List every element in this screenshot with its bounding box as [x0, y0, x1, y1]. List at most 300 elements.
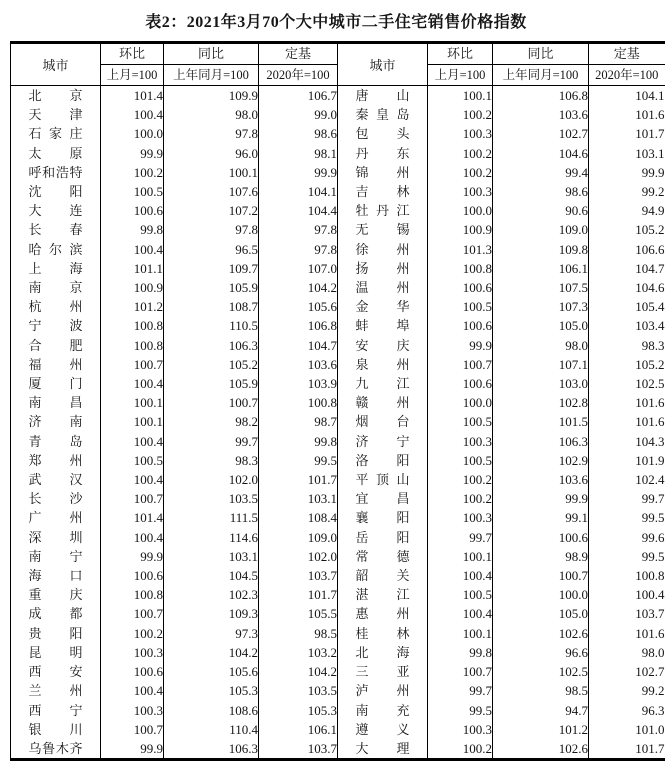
- city-cell-left: [11, 355, 101, 374]
- mom-value-cell-right: 100.4: [428, 604, 493, 623]
- yoy-value-cell-right: 98.5: [493, 681, 589, 700]
- city-cell-left: [11, 432, 101, 451]
- city-cell-left: [11, 374, 101, 393]
- yoy-value-cell-right: 106.1: [493, 259, 589, 278]
- city-name: 襄阳: [355, 510, 410, 526]
- city-name: 北京: [28, 88, 83, 103]
- base-value-cell-right: 101.6: [589, 393, 665, 412]
- mom-value-cell-left: 100.4: [101, 240, 164, 259]
- city-name: 长沙: [28, 491, 83, 507]
- mom-value-cell-left: 100.1: [101, 393, 164, 412]
- city-cell-right: [338, 86, 428, 106]
- yoy-value-cell-right: 99.9: [493, 489, 589, 508]
- city-cell-right: [338, 528, 428, 547]
- city-name: 西安: [28, 664, 83, 680]
- yoy-value-cell-left: 109.9: [164, 86, 259, 106]
- base-value-cell-left: 104.2: [259, 278, 338, 297]
- table-row: [11, 316, 665, 335]
- city-name: 牡丹江: [355, 203, 410, 219]
- yoy-value-cell-right: 100.0: [493, 585, 589, 604]
- yoy-value-cell-left: 106.3: [164, 739, 259, 760]
- city-cell-left: [11, 701, 101, 720]
- table-row: [11, 662, 665, 681]
- mom-value-cell-left: 100.0: [101, 124, 164, 143]
- yoy-value-cell-left: 107.6: [164, 182, 259, 201]
- base-value-cell-left: 99.0: [259, 105, 338, 124]
- city-name: 杭州: [28, 299, 83, 315]
- header-yoy-right: 同比: [493, 43, 589, 65]
- base-value-cell-right: 98.3: [589, 336, 665, 355]
- city-cell-left: [11, 278, 101, 297]
- base-value-cell-right: 101.6: [589, 105, 665, 124]
- table-row: [11, 393, 665, 412]
- yoy-value-cell-left: 98.2: [164, 412, 259, 431]
- table-row: [11, 643, 665, 662]
- yoy-value-cell-right: 94.7: [493, 701, 589, 720]
- base-value-cell-right: 101.6: [589, 624, 665, 643]
- city-cell-left: [11, 681, 101, 700]
- mom-value-cell-left: 99.9: [101, 739, 164, 760]
- base-value-cell-left: 108.4: [259, 508, 338, 527]
- yoy-value-cell-right: 107.5: [493, 278, 589, 297]
- city-cell-left: [11, 393, 101, 412]
- city-name: 南充: [355, 702, 410, 718]
- city-cell-right: [338, 624, 428, 643]
- table-row: [11, 259, 665, 278]
- mom-value-cell-left: 100.4: [101, 374, 164, 393]
- city-cell-right: [338, 374, 428, 393]
- base-value-cell-left: 103.7: [259, 739, 338, 760]
- city-name: 三亚: [355, 664, 410, 680]
- base-value-cell-left: 109.0: [259, 528, 338, 547]
- mom-value-cell-left: 100.6: [101, 566, 164, 585]
- header-base-left: 定基: [259, 43, 338, 65]
- city-cell-right: [338, 451, 428, 470]
- table-row: [11, 701, 665, 720]
- city-name: 太原: [28, 145, 83, 161]
- base-value-cell-right: 101.7: [589, 124, 665, 143]
- city-name: 上海: [28, 260, 83, 276]
- yoy-value-cell-right: 101.2: [493, 720, 589, 739]
- yoy-value-cell-left: 107.2: [164, 201, 259, 220]
- city-cell-left: [11, 105, 101, 124]
- mom-value-cell-right: 100.9: [428, 220, 493, 239]
- yoy-value-cell-left: 105.9: [164, 278, 259, 297]
- city-name: 沈阳: [28, 184, 83, 200]
- table-row: [11, 585, 665, 604]
- mom-value-cell-right: 100.3: [428, 432, 493, 451]
- page-title: 表2：2021年3月70个大中城市二手住宅销售价格指数: [145, 14, 527, 31]
- city-name: 大理: [355, 740, 410, 756]
- subheader-yoy-right: 上年同月=100: [493, 65, 589, 86]
- yoy-value-cell-left: 110.4: [164, 720, 259, 739]
- mom-value-cell-left: 100.8: [101, 316, 164, 335]
- mom-value-cell-left: 101.1: [101, 259, 164, 278]
- base-value-cell-left: 104.1: [259, 182, 338, 201]
- mom-value-cell-left: 99.9: [101, 144, 164, 163]
- city-cell-left: [11, 624, 101, 643]
- header-yoy-left: 同比: [164, 43, 259, 65]
- subheader-mom-left: 上月=100: [101, 65, 164, 86]
- yoy-value-cell-left: 104.2: [164, 643, 259, 662]
- city-cell-right: [338, 240, 428, 259]
- base-value-cell-right: 99.5: [589, 547, 665, 566]
- city-name: 南京: [28, 280, 83, 296]
- city-cell-right: [338, 336, 428, 355]
- city-name: 常德: [355, 548, 410, 564]
- mom-value-cell-left: 100.9: [101, 278, 164, 297]
- base-value-cell-right: 99.7: [589, 489, 665, 508]
- city-cell-left: [11, 470, 101, 489]
- yoy-value-cell-right: 103.6: [493, 105, 589, 124]
- city-cell-right: [338, 259, 428, 278]
- base-value-cell-right: 100.8: [589, 566, 665, 585]
- city-name: 扬州: [355, 260, 410, 276]
- mom-value-cell-right: 100.1: [428, 547, 493, 566]
- mom-value-cell-left: 100.2: [101, 624, 164, 643]
- header-mom-left: 环比: [101, 43, 164, 65]
- table-header: [11, 43, 665, 86]
- city-cell-right: [338, 278, 428, 297]
- base-value-cell-right: 102.7: [589, 662, 665, 681]
- city-name: 呼和浩特: [28, 164, 83, 180]
- yoy-value-cell-left: 109.3: [164, 604, 259, 623]
- table-row: [11, 124, 665, 143]
- base-value-cell-right: 99.5: [589, 508, 665, 527]
- yoy-value-cell-right: 102.5: [493, 662, 589, 681]
- base-value-cell-left: 104.2: [259, 662, 338, 681]
- mom-value-cell-right: 99.7: [428, 528, 493, 547]
- city-name: 济宁: [355, 433, 410, 449]
- yoy-value-cell-left: 105.9: [164, 374, 259, 393]
- table-row: [11, 566, 665, 585]
- yoy-value-cell-right: 107.3: [493, 297, 589, 316]
- yoy-value-cell-left: 110.5: [164, 316, 259, 335]
- city-cell-right: [338, 297, 428, 316]
- base-value-cell-left: 107.0: [259, 259, 338, 278]
- city-name: 银川: [28, 721, 83, 737]
- yoy-value-cell-left: 106.3: [164, 336, 259, 355]
- base-value-cell-left: 102.0: [259, 547, 338, 566]
- table-row: [11, 681, 665, 700]
- price-index-table: [10, 41, 665, 761]
- table-row: [11, 355, 665, 374]
- city-cell-left: [11, 240, 101, 259]
- base-value-cell-left: 105.6: [259, 297, 338, 316]
- yoy-value-cell-right: 105.0: [493, 604, 589, 623]
- city-cell-right: [338, 662, 428, 681]
- base-value-cell-right: 105.4: [589, 297, 665, 316]
- yoy-value-cell-right: 99.4: [493, 163, 589, 182]
- mom-value-cell-right: 100.5: [428, 297, 493, 316]
- mom-value-cell-right: 100.5: [428, 585, 493, 604]
- base-value-cell-left: 105.3: [259, 701, 338, 720]
- city-cell-right: [338, 681, 428, 700]
- city-cell-left: [11, 201, 101, 220]
- city-cell-left: [11, 547, 101, 566]
- mom-value-cell-left: 100.5: [101, 182, 164, 201]
- base-value-cell-left: 100.8: [259, 393, 338, 412]
- mom-value-cell-right: 100.6: [428, 374, 493, 393]
- city-cell-left: [11, 316, 101, 335]
- city-name: 丹东: [355, 145, 410, 161]
- mom-value-cell-left: 100.1: [101, 412, 164, 431]
- base-value-cell-right: 101.7: [589, 739, 665, 760]
- base-value-cell-left: 98.1: [259, 144, 338, 163]
- city-cell-left: [11, 182, 101, 201]
- city-name: 南昌: [28, 395, 83, 411]
- mom-value-cell-left: 100.6: [101, 662, 164, 681]
- city-cell-right: [338, 508, 428, 527]
- yoy-value-cell-left: 102.0: [164, 470, 259, 489]
- yoy-value-cell-left: 105.2: [164, 355, 259, 374]
- city-name: 海口: [28, 568, 83, 584]
- city-name: 唐山: [355, 88, 410, 103]
- subheader-mom-right: 上月=100: [428, 65, 493, 86]
- city-name: 南宁: [28, 548, 83, 564]
- mom-value-cell-left: 100.8: [101, 336, 164, 355]
- city-cell-right: [338, 432, 428, 451]
- yoy-value-cell-left: 102.3: [164, 585, 259, 604]
- city-cell-left: [11, 739, 101, 760]
- table-row: [11, 720, 665, 739]
- subheader-base-right: 2020年=100: [589, 65, 665, 86]
- yoy-value-cell-right: 102.6: [493, 624, 589, 643]
- yoy-value-cell-right: 100.7: [493, 566, 589, 585]
- table-row: [11, 604, 665, 623]
- city-name: 九江: [355, 376, 410, 392]
- mom-value-cell-right: 100.3: [428, 182, 493, 201]
- yoy-value-cell-right: 102.7: [493, 124, 589, 143]
- table-row: [11, 739, 665, 760]
- yoy-value-cell-left: 114.6: [164, 528, 259, 547]
- city-name: 徐州: [355, 241, 410, 257]
- mom-value-cell-left: 100.5: [101, 451, 164, 470]
- base-value-cell-left: 104.7: [259, 336, 338, 355]
- city-name: 赣州: [355, 395, 410, 411]
- mom-value-cell-right: 100.0: [428, 393, 493, 412]
- yoy-value-cell-left: 105.3: [164, 681, 259, 700]
- yoy-value-cell-left: 96.0: [164, 144, 259, 163]
- city-name: 郑州: [28, 452, 83, 468]
- city-cell-left: [11, 336, 101, 355]
- city-cell-left: [11, 124, 101, 143]
- table-row: [11, 412, 665, 431]
- mom-value-cell-left: 100.7: [101, 604, 164, 623]
- yoy-value-cell-right: 106.8: [493, 86, 589, 106]
- city-name: 哈尔滨: [28, 241, 83, 257]
- city-cell-right: [338, 566, 428, 585]
- yoy-value-cell-right: 103.0: [493, 374, 589, 393]
- mom-value-cell-left: 101.2: [101, 297, 164, 316]
- base-value-cell-left: 101.7: [259, 470, 338, 489]
- table-row: [11, 144, 665, 163]
- base-value-cell-right: 103.4: [589, 316, 665, 335]
- header-base-right: 定基: [589, 43, 665, 65]
- city-cell-right: [338, 643, 428, 662]
- city-name: 北海: [355, 644, 410, 660]
- yoy-value-cell-right: 104.6: [493, 144, 589, 163]
- mom-value-cell-right: 101.3: [428, 240, 493, 259]
- base-value-cell-left: 97.8: [259, 220, 338, 239]
- table-row: [11, 547, 665, 566]
- city-cell-right: [338, 585, 428, 604]
- base-value-cell-right: 100.4: [589, 585, 665, 604]
- yoy-value-cell-left: 100.1: [164, 163, 259, 182]
- table-row: [11, 240, 665, 259]
- base-value-cell-left: 104.4: [259, 201, 338, 220]
- mom-value-cell-left: 100.8: [101, 585, 164, 604]
- city-cell-left: [11, 259, 101, 278]
- yoy-value-cell-right: 106.3: [493, 432, 589, 451]
- yoy-value-cell-left: 97.8: [164, 220, 259, 239]
- city-cell-left: [11, 662, 101, 681]
- city-cell-right: [338, 489, 428, 508]
- city-cell-right: [338, 124, 428, 143]
- base-value-cell-left: 99.9: [259, 163, 338, 182]
- mom-value-cell-left: 101.4: [101, 86, 164, 106]
- table-row: [11, 163, 665, 182]
- mom-value-cell-right: 99.5: [428, 701, 493, 720]
- mom-value-cell-right: 100.7: [428, 662, 493, 681]
- mom-value-cell-left: 99.8: [101, 220, 164, 239]
- city-cell-right: [338, 547, 428, 566]
- city-name: 无锡: [355, 222, 410, 238]
- city-name: 昆明: [28, 644, 83, 660]
- city-name: 安庆: [355, 337, 410, 353]
- mom-value-cell-right: 99.9: [428, 336, 493, 355]
- yoy-value-cell-right: 103.6: [493, 470, 589, 489]
- city-cell-right: [338, 105, 428, 124]
- base-value-cell-right: 102.4: [589, 470, 665, 489]
- mom-value-cell-left: 100.7: [101, 355, 164, 374]
- mom-value-cell-right: 100.2: [428, 163, 493, 182]
- base-value-cell-right: 99.9: [589, 163, 665, 182]
- base-value-cell-left: 105.5: [259, 604, 338, 623]
- base-value-cell-left: 103.5: [259, 681, 338, 700]
- city-name: 广州: [28, 510, 83, 526]
- base-value-cell-left: 103.1: [259, 489, 338, 508]
- base-value-cell-right: 105.2: [589, 220, 665, 239]
- yoy-value-cell-right: 102.8: [493, 393, 589, 412]
- yoy-value-cell-right: 98.9: [493, 547, 589, 566]
- city-name: 平顶山: [355, 472, 410, 488]
- yoy-value-cell-left: 104.5: [164, 566, 259, 585]
- city-name: 遵义: [355, 721, 410, 737]
- city-name: 桂林: [355, 625, 410, 641]
- city-cell-left: [11, 451, 101, 470]
- city-cell-right: [338, 720, 428, 739]
- yoy-value-cell-left: 100.7: [164, 393, 259, 412]
- table-row: [11, 432, 665, 451]
- city-name: 吉林: [355, 184, 410, 200]
- table-row: [11, 182, 665, 201]
- base-value-cell-right: 104.3: [589, 432, 665, 451]
- city-name: 韶关: [355, 568, 410, 584]
- city-cell-left: [11, 604, 101, 623]
- city-name: 天津: [28, 107, 83, 123]
- base-value-cell-right: 104.6: [589, 278, 665, 297]
- city-name: 深圳: [28, 529, 83, 545]
- yoy-value-cell-left: 96.5: [164, 240, 259, 259]
- mom-value-cell-right: 99.8: [428, 643, 493, 662]
- mom-value-cell-right: 100.5: [428, 412, 493, 431]
- subheader-base-left: 2020年=100: [259, 65, 338, 86]
- city-name: 温州: [355, 280, 410, 296]
- mom-value-cell-left: 101.4: [101, 508, 164, 527]
- base-value-cell-left: 106.8: [259, 316, 338, 335]
- yoy-value-cell-left: 98.0: [164, 105, 259, 124]
- mom-value-cell-left: 100.4: [101, 470, 164, 489]
- city-cell-right: [338, 220, 428, 239]
- yoy-value-cell-left: 105.6: [164, 662, 259, 681]
- base-value-cell-left: 103.2: [259, 643, 338, 662]
- base-value-cell-right: 103.7: [589, 604, 665, 623]
- city-name: 贵阳: [28, 625, 83, 641]
- city-name: 石家庄: [28, 126, 83, 142]
- city-name: 岳阳: [355, 529, 410, 545]
- city-name: 秦皇岛: [355, 107, 410, 123]
- yoy-value-cell-left: 97.8: [164, 124, 259, 143]
- city-name: 洛阳: [355, 452, 410, 468]
- city-name: 福州: [28, 356, 83, 372]
- table-row: [11, 297, 665, 316]
- yoy-value-cell-left: 108.7: [164, 297, 259, 316]
- base-value-cell-right: 94.9: [589, 201, 665, 220]
- yoy-value-cell-right: 90.6: [493, 201, 589, 220]
- base-value-cell-right: 99.2: [589, 681, 665, 700]
- mom-value-cell-right: 100.5: [428, 451, 493, 470]
- table-row: [11, 336, 665, 355]
- yoy-value-cell-left: 111.5: [164, 508, 259, 527]
- mom-value-cell-left: 100.6: [101, 201, 164, 220]
- base-value-cell-left: 98.7: [259, 412, 338, 431]
- mom-value-cell-right: 100.4: [428, 566, 493, 585]
- base-value-cell-right: 104.7: [589, 259, 665, 278]
- yoy-value-cell-right: 100.6: [493, 528, 589, 547]
- base-value-cell-left: 99.5: [259, 451, 338, 470]
- base-value-cell-right: 99.2: [589, 182, 665, 201]
- city-name: 成都: [28, 606, 83, 622]
- base-value-cell-right: 98.0: [589, 643, 665, 662]
- city-name: 宁波: [28, 318, 83, 334]
- city-cell-right: [338, 355, 428, 374]
- mom-value-cell-right: 100.3: [428, 508, 493, 527]
- city-name: 厦门: [28, 376, 83, 392]
- base-value-cell-left: 99.8: [259, 432, 338, 451]
- city-name: 泸州: [355, 683, 410, 699]
- city-cell-right: [338, 201, 428, 220]
- mom-value-cell-left: 100.4: [101, 681, 164, 700]
- subheader-yoy-left: 上年同月=100: [164, 65, 259, 86]
- mom-value-cell-left: 100.4: [101, 528, 164, 547]
- table-row: [11, 489, 665, 508]
- city-cell-right: [338, 163, 428, 182]
- mom-value-cell-right: 100.2: [428, 470, 493, 489]
- yoy-value-cell-left: 97.3: [164, 624, 259, 643]
- city-name: 青岛: [28, 433, 83, 449]
- table-row: [11, 508, 665, 527]
- city-cell-right: [338, 182, 428, 201]
- city-cell-left: [11, 489, 101, 508]
- yoy-value-cell-right: 105.0: [493, 316, 589, 335]
- city-name: 重庆: [28, 587, 83, 603]
- city-name: 合肥: [28, 337, 83, 353]
- city-cell-left: [11, 86, 101, 106]
- city-cell-left: [11, 508, 101, 527]
- table-row: [11, 451, 665, 470]
- city-cell-left: [11, 528, 101, 547]
